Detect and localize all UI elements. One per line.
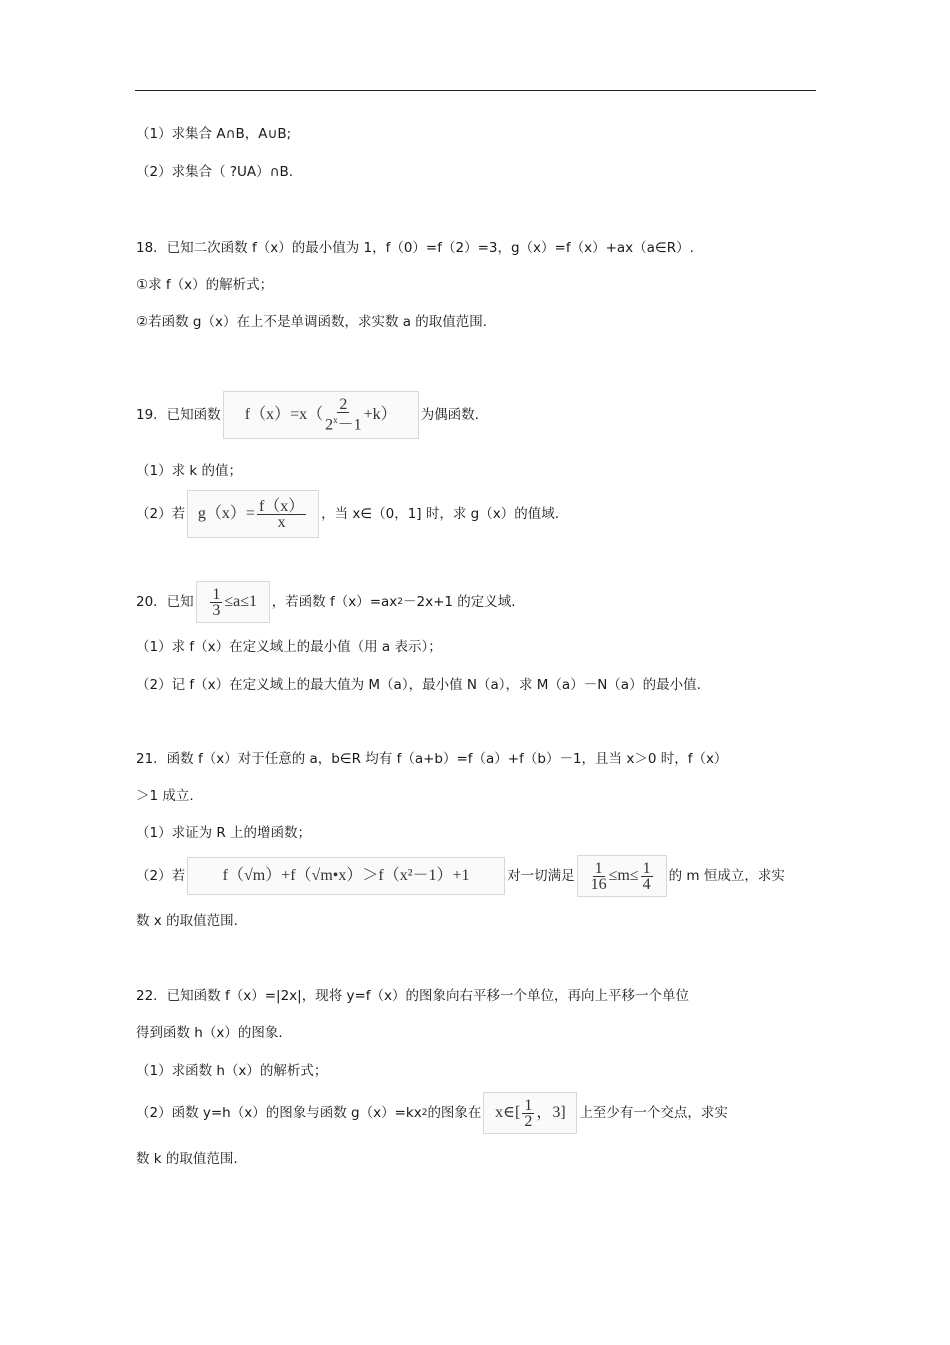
q20-fraction (210, 587, 222, 618)
q21-part2-post: 的 m 恒成立，求实 (668, 868, 785, 884)
q19-stem-pre: 19．已知函数 (136, 407, 221, 423)
q19-f-num: 2 (339, 396, 348, 414)
q22-part2-line2: 数 k 的取值范围. (136, 1151, 238, 1167)
q22-int-right: ，3] (536, 1104, 566, 1121)
q20-a-den: 3 (212, 601, 221, 619)
q22-int-fraction: $\frac{1}{2}$ (524, 1096, 533, 1130)
q20-a-num: 1 (212, 585, 221, 603)
q19-g-num: f（x） (258, 497, 305, 515)
header-rule (135, 90, 816, 91)
q19-f-den: $2^x-1$ (325, 415, 362, 434)
q21-part2-pre: （2）若 (136, 868, 186, 884)
q19-g-formula-image (187, 490, 319, 538)
q21-stem-line2: ＞1 成立. (136, 788, 194, 804)
q22-interval-image (483, 1092, 577, 1134)
q22-stem-line2: 得到函数 h（x）的图象. (136, 1025, 283, 1041)
q20-part1: （1）求 f（x）在定义域上的最小值（用 a 表示）； (136, 639, 442, 655)
q19-part2-pre: （2）若 (136, 506, 186, 522)
q21-part2 (136, 855, 785, 897)
q19-stem-post: 为偶函数. (420, 407, 479, 423)
q18-part1: ①求 f（x）的解析式； (136, 277, 274, 293)
q19-g-fraction (257, 499, 306, 530)
q20-stem-exp: 2 (397, 597, 404, 607)
q17-part2: （2）求集合（ ?UA）∩B. (136, 164, 294, 180)
q19-stem (136, 392, 479, 438)
q21-m-fraction2: $\frac{1}{4}$ (642, 859, 651, 893)
q18-part2: ②若函数 g（x）在上不是单调函数，求实数 a 的取值范围. (136, 314, 488, 330)
q22-part2-exp: 2 (421, 1108, 428, 1118)
q22-part2-mid: 的图象在 (427, 1105, 482, 1121)
q20-stem-post2: －2x+1 的定义域. (403, 594, 516, 610)
q21-m-fraction1: $\frac{1}{16}$ (590, 859, 607, 893)
q22-part2-post: 上至少有一个交点，求实 (579, 1105, 728, 1121)
q20-range-image (196, 581, 270, 623)
q21-part1: （1）求证为 R 上的增函数； (136, 825, 312, 841)
q21-part2-mid: 对一切满足 (507, 868, 575, 884)
q19-g-left: g（x）= (197, 505, 255, 522)
q19-part1: （1）求 k 的值； (136, 463, 242, 479)
q19-f-right: +k） (363, 406, 397, 423)
q20-part2: （2）记 f（x）在定义域上的最大值为 M（a），最小值 N（a），求 M（a）－N（a）的最小值. (136, 677, 701, 693)
q19-fraction (325, 397, 362, 432)
q20-stem-post1: ，若函数 f（x）=ax (271, 594, 398, 610)
q19-g-den: x (277, 513, 286, 531)
q19-part2 (136, 490, 559, 538)
q20-a-rest: ≤a≤1 (224, 593, 258, 610)
q17-part1: （1）求集合 A∩B，A∪B; (136, 126, 292, 142)
q22-part1: （1）求函数 h（x）的解析式； (136, 1063, 328, 1079)
q22-int-left: x∈[ (495, 1104, 521, 1121)
q21-stem-line1: 21．函数 f（x）对于任意的 a，b∈R 均有 f（a+b）=f（a）+f（b）－1，且当 x＞0 时，f（x） (136, 751, 728, 767)
q19-formula-image (223, 391, 419, 439)
q22-part2 (136, 1091, 728, 1135)
q21-inequality-image: f（√m）+f（√m•x）＞f（x²－1）+1 (187, 857, 505, 895)
q21-m-mid: ≤m≤ (608, 867, 639, 884)
q22-stem-line1: 22．已知函数 f（x）=|2x|，现将 y=f（x）的图象向右平移一个单位，再向上平移一个单位 (136, 988, 690, 1004)
q21-m-range-image (577, 855, 667, 897)
q18-stem: 18．已知二次函数 f（x）的最小值为 1，f（0）=f（2）=3，g（x）=f（x）+ax（a∈R）. (136, 240, 694, 256)
q19-f-left: f（x）=x（ (244, 406, 324, 423)
q20-stem (136, 581, 516, 623)
q22-part2-pre: （2）函数 y=h（x）的图象与函数 g（x）=kx (136, 1105, 422, 1121)
q20-stem-pre: 20．已知 (136, 594, 194, 610)
q21-part2-line2: 数 x 的取值范围. (136, 913, 238, 929)
q19-part2-post: ，当 x∈（0，1] 时，求 g（x）的值域. (321, 506, 560, 522)
